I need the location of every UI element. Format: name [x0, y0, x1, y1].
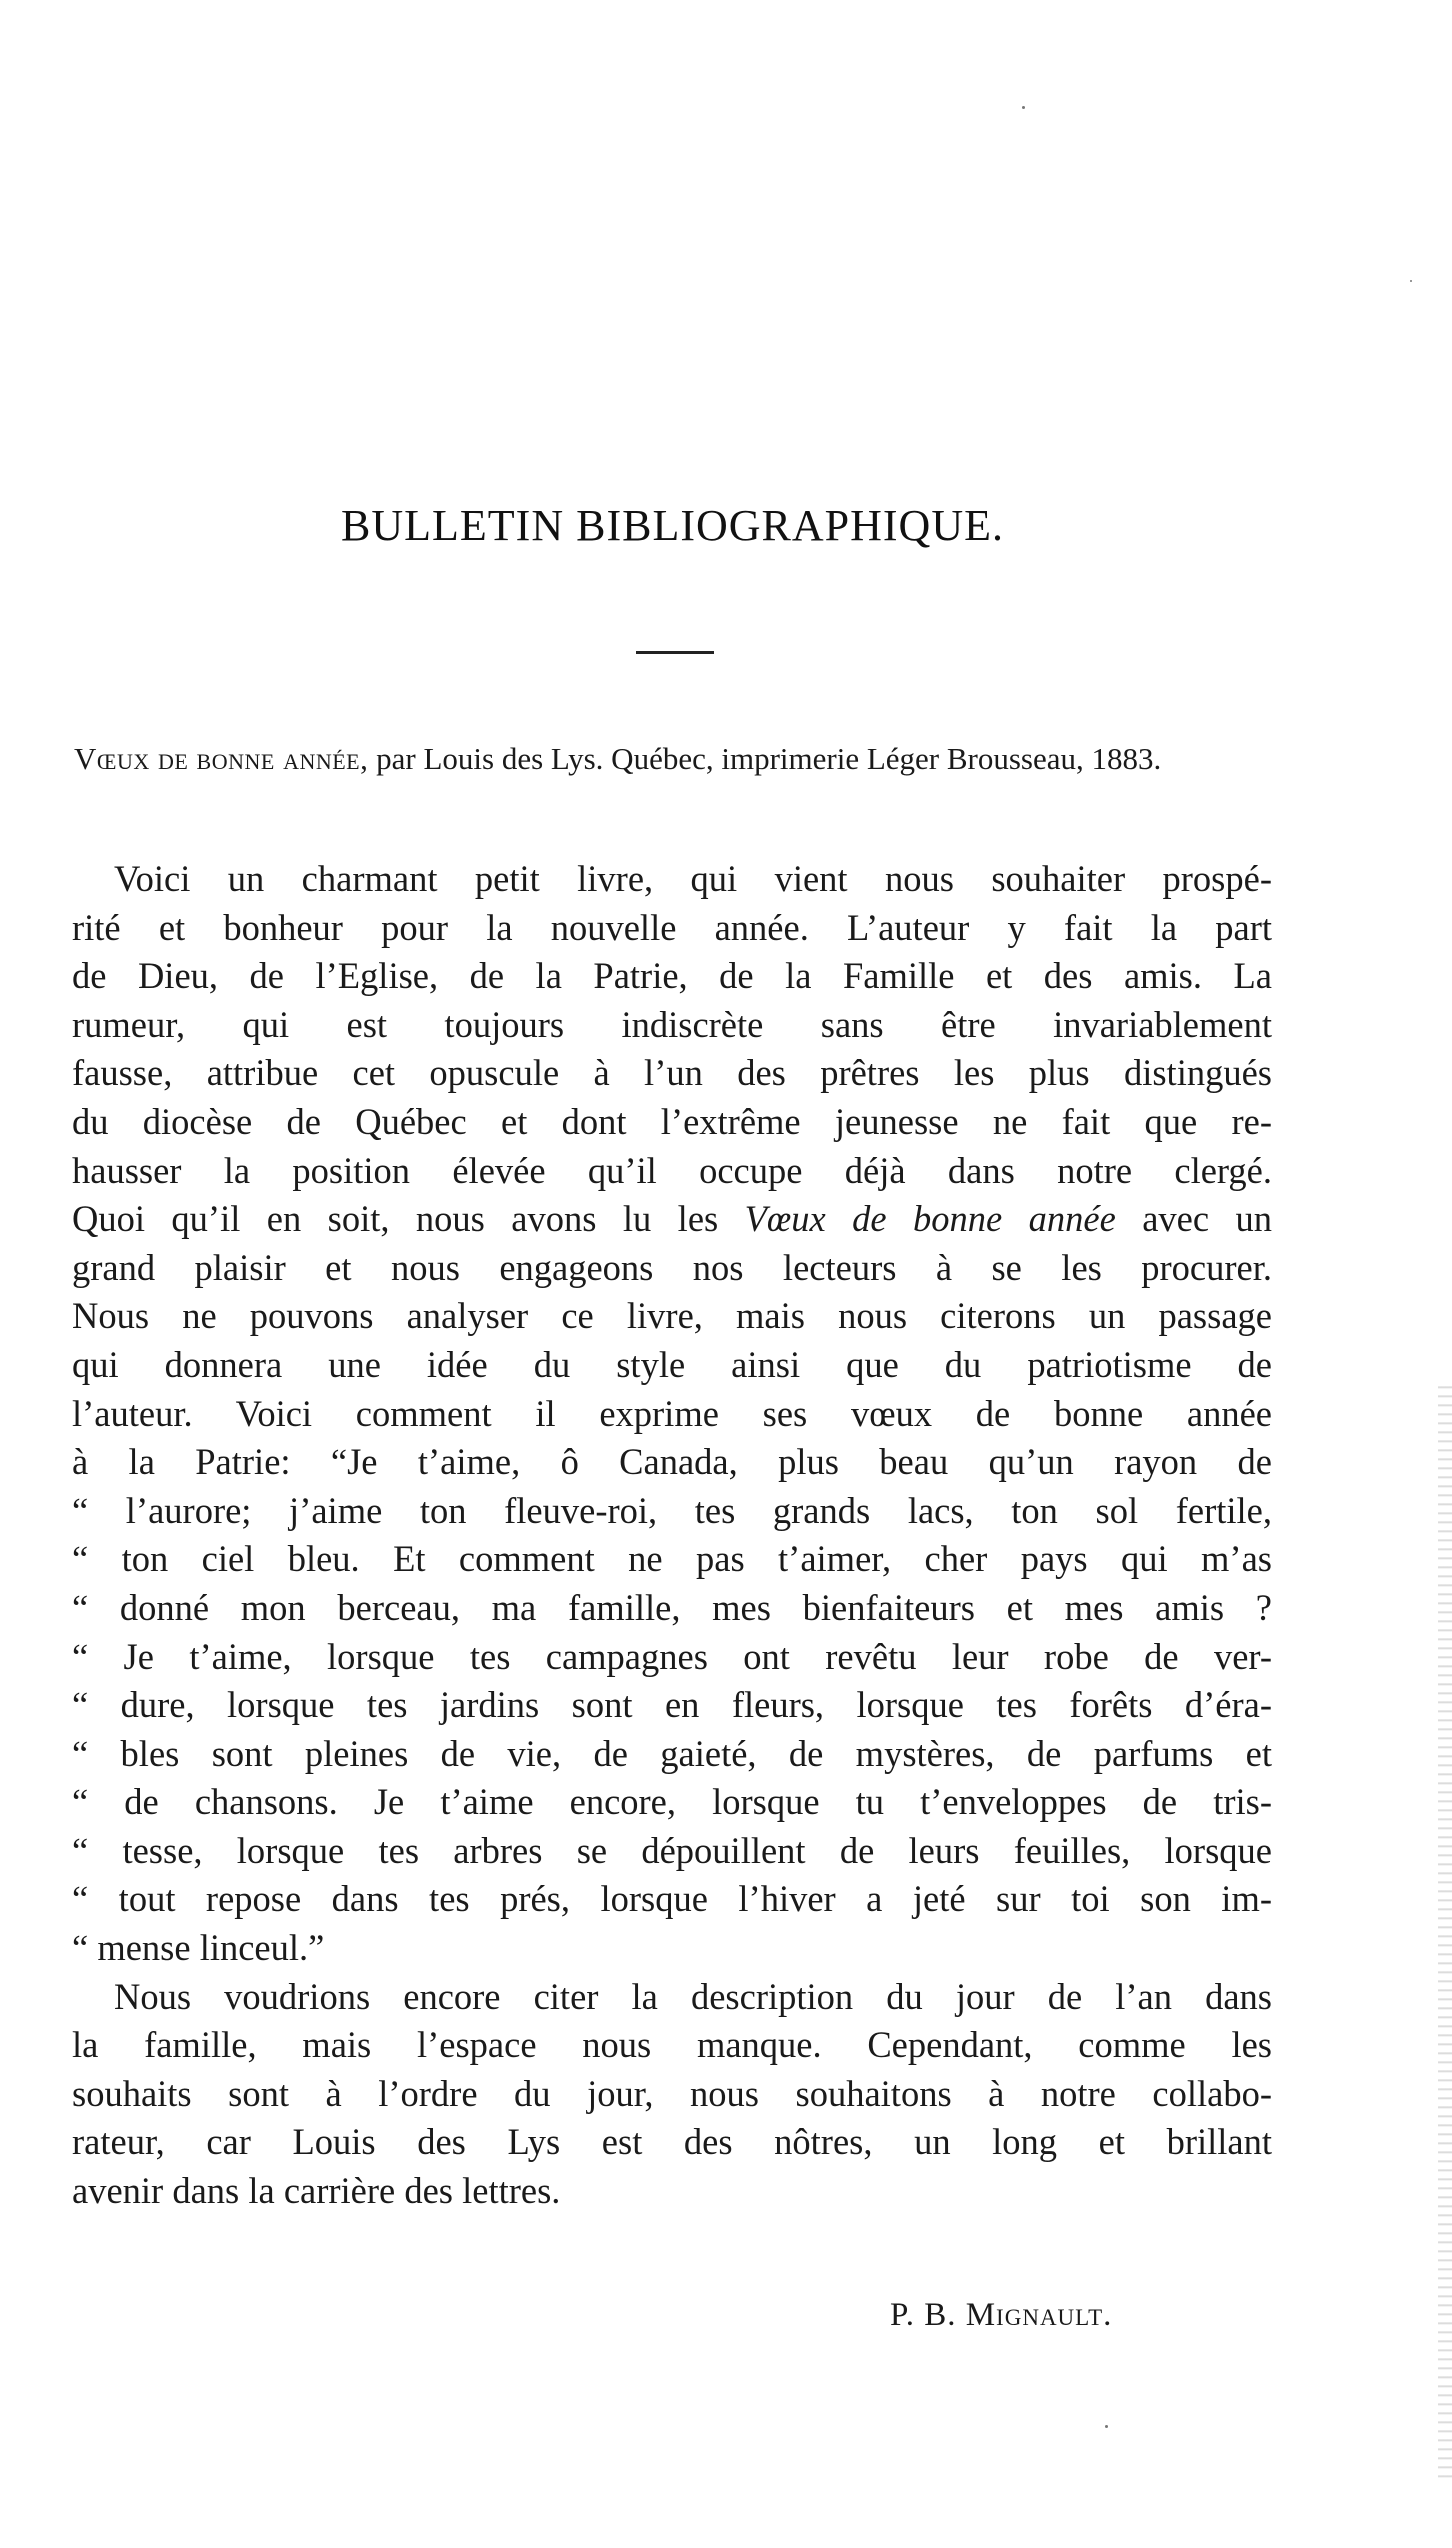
scan-speck — [1105, 2425, 1108, 2428]
quote-line: “ Je t’aime, lorsque tes campagnes ont revêtu leur robe de ver- — [72, 1635, 1272, 1677]
book-citation — [74, 738, 1274, 780]
body-line-text: Quoi qu’il en soit, nous avons lu les — [72, 1198, 745, 1240]
body-line: hausser la position élevée qu’il occupe déjà dans notre clergé. — [72, 1149, 1272, 1191]
body-line: Nous ne pouvons analyser ce livre, mais nous citerons un passage — [72, 1295, 1272, 1337]
body-line: rumeur, qui est toujours indiscrète sans être invariablement — [72, 1003, 1272, 1045]
body-line: souhaits sont à l’ordre du jour, nous souhaitons à notre collabo- — [72, 2072, 1272, 2114]
italic-book-title: Vœux de bonne année — [744, 1198, 1116, 1240]
body-line: rateur, car Louis des Lys est des nôtres, un long et brillant — [72, 2121, 1272, 2163]
body-line: fausse, attribue cet opuscule à l’un des prêtres les plus distingués — [72, 1052, 1272, 1094]
body-line-text: avec un — [1115, 1198, 1272, 1240]
quote-line: “ bles sont pleines de vie, de gaieté, de mystères, de parfums et — [72, 1732, 1272, 1774]
quote-line: “ mense linceul.” — [72, 1927, 325, 1969]
quote-line: “ donné mon berceau, ma famille, mes bienfaiteurs et mes amis ? — [72, 1586, 1272, 1628]
quote-line: “ de chansons. Je t’aime encore, lorsque tu t’enveloppes de tris- — [72, 1781, 1272, 1823]
body-line: rité et bonheur pour la nouvelle année. L’auteur y fait la part — [72, 906, 1272, 948]
body-line: avenir dans la carrière des lettres. — [72, 2170, 561, 2212]
body-line: à la Patrie: “Je t’aime, ô Canada, plus beau qu’un rayon de — [72, 1441, 1272, 1483]
citation-book-title: Vœux de bonne année, — [74, 741, 369, 776]
body-line: du diocèse de Québec et dont l’extrême jeunesse ne fait que re- — [72, 1100, 1272, 1142]
body-line: l’auteur. Voici comment il exprime ses vœux de bonne année — [72, 1392, 1272, 1434]
body-line: Voici un charmant petit livre, qui vient nous souhaiter prospé- — [114, 858, 1272, 899]
quote-line: “ dure, lorsque tes jardins sont en fleurs, lorsque tes forêts d’éra- — [72, 1684, 1272, 1726]
quote-line: “ l’aurore; j’aime ton fleuve-roi, tes grands lacs, ton sol fertile, — [72, 1489, 1272, 1531]
author-signature — [890, 2297, 1112, 2334]
body-line-with-italic — [72, 1195, 1272, 1244]
scan-edge-noise — [1438, 1380, 1452, 2480]
body-line: grand plaisir et nous engageons nos lecteurs à se les procurer. — [72, 1246, 1272, 1288]
body-line: qui donnera une idée du style ainsi que du patriotisme de — [72, 1343, 1272, 1385]
body-line: de Dieu, de l’Eglise, de la Patrie, de la Famille et des amis. La — [72, 955, 1272, 997]
quote-line: “ tesse, lorsque tes arbres se dépouillent de leurs feuilles, lorsque — [72, 1829, 1272, 1871]
citation-details: par Louis des Lys. Québec, imprimerie Léger Brousseau, 1883. — [368, 741, 1162, 776]
signature-initials: P. B. — [890, 2297, 966, 2333]
title-rule-divider — [636, 651, 714, 654]
quote-line: “ ton ciel bleu. Et comment ne pas t’aimer, cher pays qui m’as — [72, 1538, 1272, 1580]
scan-speck — [1410, 280, 1412, 282]
quote-line: “ tout repose dans tes prés, lorsque l’hiver a jeté sur toi son im- — [72, 1878, 1272, 1920]
review-body — [72, 855, 1272, 2216]
body-line: Nous voudrions encore citer la description du jour de l’an dans — [114, 1975, 1272, 2017]
body-line: la famille, mais l’espace nous manque. Cependant, comme les — [72, 2024, 1272, 2066]
scan-speck — [1022, 106, 1025, 109]
signature-name: Mignault. — [965, 2297, 1113, 2333]
page-title: BULLETIN BIBLIOGRAPHIQUE. — [341, 501, 1004, 550]
